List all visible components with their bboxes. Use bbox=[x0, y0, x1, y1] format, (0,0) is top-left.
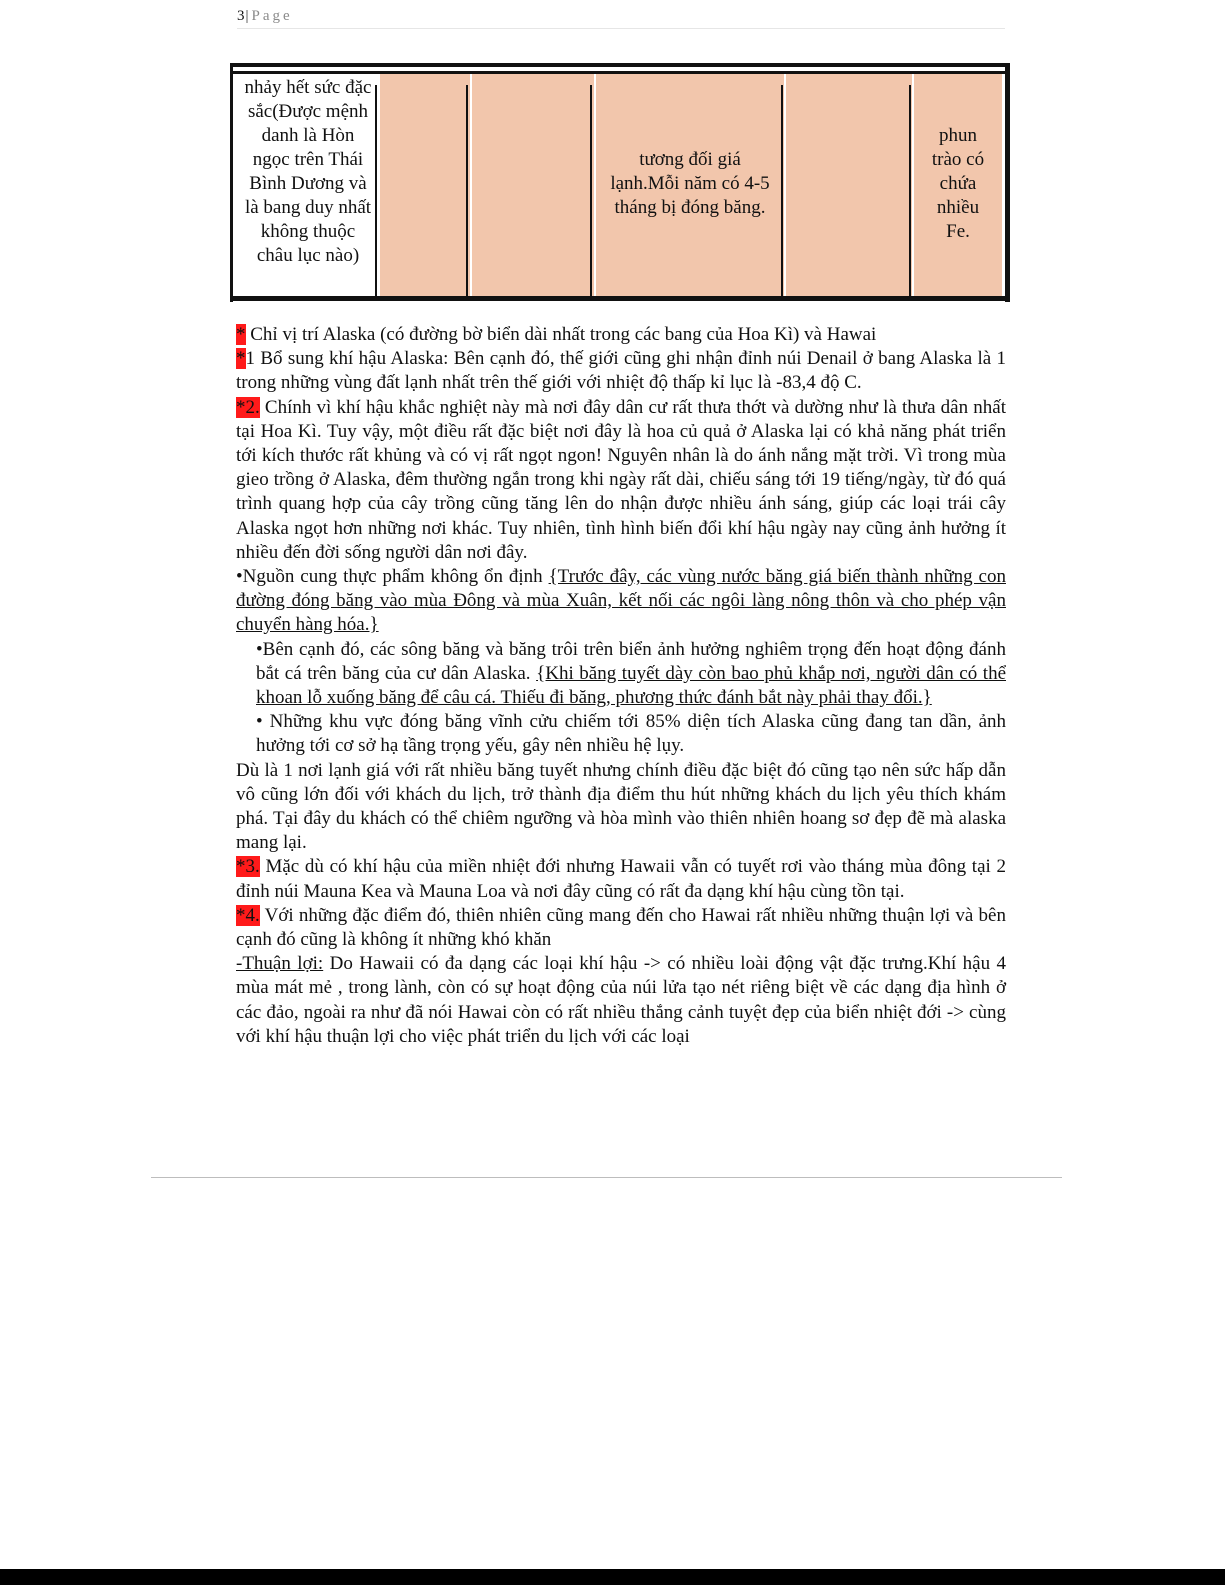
table-border bbox=[230, 71, 1010, 74]
table-border bbox=[230, 296, 1010, 301]
page-separator: | bbox=[245, 8, 249, 24]
underlined-text: {Trước đây, các vùng nước băng giá biến thành những con đường đóng băng vào mùa Đông và mùa Xuân, kết nối các ngôi làng nông thôn và cho phép vận chuyển hàng hóa.} bbox=[236, 566, 1006, 636]
underlined-text: -Thuận lợi: bbox=[236, 953, 324, 975]
page-label: Page bbox=[251, 8, 293, 24]
table-border bbox=[230, 63, 1010, 67]
table-divider bbox=[909, 85, 911, 296]
paragraph-text: Chính vì khí hậu khắc nghiệt này mà nơi đây dân cư rất thưa thớt và dường như là thưa dân nhất tại Hoa Kì. Tuy vậy, một điều rất đặc biệt nơi đây là hoa củ quả ở Alaska lại có khả năng phát triển tới kích thước rất khủng và có vị rất ngọt ngon! Nguyên nhân là do ánh nắng mặt trời. Vì trong mùa gieo trồng ở Alaska, đêm thường ngắn trong khi ngày rất dài, chiếu sáng tới 19 tiếng/ngày, từ đó quá trình quang hợp của cây trồng cũng tăng lên do nhận được nhiều ánh sáng, giúp các loại trái cây Alaska ngọt hơn những nơi khác. Tuy nhiên, tình hình biến đổi khí hậu ngày nay cũng ảnh hưởng ít nhiều đến đời sống người dân nơi đây. bbox=[236, 396, 1006, 563]
paragraph bbox=[236, 638, 1006, 711]
table-cell-climate bbox=[596, 74, 784, 296]
document-body bbox=[236, 323, 1006, 1049]
paragraph-text: Dù là 1 nơi lạnh giá với rất nhiều băng tuyết nhưng chính điều đặc biệt đó cũng tạo nên sức hấp dẫn vô cũng lớn đối với khách du lịch, trở thành địa điểm thu hút những khách du lịch yêu thích khám phá. Tại đây du khách có thể chiêm ngưỡng và hòa mình vào thiên nhiên hoang sơ đẹp đẽ mà alaska mang lại. bbox=[236, 759, 1006, 854]
paragraph bbox=[236, 565, 1006, 638]
table-cell-region bbox=[238, 74, 378, 296]
paragraph bbox=[236, 904, 1006, 952]
underlined-text: {Khi băng tuyết dày còn bao phủ khắp nơi, người dân có thể khoan lỗ xuống băng để câu cá. Thiếu đi băng, phương thức đánh bắt này phải thay đổi.} bbox=[256, 662, 1006, 709]
table-border bbox=[1005, 63, 1010, 302]
page-number: 3 bbox=[237, 8, 245, 24]
table-cell-empty bbox=[472, 74, 594, 296]
paragraph bbox=[236, 855, 1006, 903]
paragraph bbox=[236, 710, 1006, 758]
paragraph bbox=[236, 323, 1006, 347]
paragraph-text: Với những đặc điểm đó, thiên nhiên cũng mang đến cho Hawai rất nhiều những thuận lợi và bên cạnh đó cũng là không ít những khó khăn bbox=[236, 904, 1006, 951]
table-cell-text: phun trào có chứa nhiều Fe. bbox=[931, 125, 985, 242]
table-cell-text: nhảy hết sức đặc sắc(Được mệnh danh là Hòn ngọc trên Thái Bình Dương và là bang duy nhất không thuộc châu lục nào) bbox=[244, 77, 372, 266]
highlight-marker: *4. bbox=[236, 904, 260, 926]
highlight-marker: * bbox=[236, 348, 246, 370]
table-cell-empty bbox=[786, 74, 912, 296]
table-divider bbox=[466, 85, 468, 296]
highlight-marker: *2. bbox=[236, 396, 260, 418]
paragraph-text: 1 Bổ sung khí hậu Alaska: Bên cạnh đó, thế giới cũng ghi nhận đỉnh núi Denail ở bang Alaska là 1 trong những vùng đất lạnh nhất trên thế giới với nhiệt độ thấp kỉ lục là -83,4 độ C. bbox=[236, 348, 1006, 394]
paragraph bbox=[236, 347, 1006, 395]
highlight-marker: *3. bbox=[236, 856, 260, 878]
paragraph-text: •Bên cạnh đó, các sông băng và băng trôi trên biển ảnh hưởng nghiêm trọng đến hoạt động đánh bắt cá trên băng của cư dân Alaska. bbox=[256, 638, 1006, 684]
table-cell-volcano bbox=[914, 74, 1002, 296]
page-header bbox=[237, 8, 1005, 29]
table-border bbox=[230, 63, 233, 302]
paragraph bbox=[236, 952, 1006, 1049]
table-divider bbox=[781, 85, 783, 296]
table-cell-empty bbox=[380, 74, 470, 296]
page-footer-divider bbox=[151, 1177, 1062, 1178]
viewer-bottom-bar bbox=[0, 1569, 1225, 1585]
paragraph bbox=[236, 396, 1006, 565]
table-divider bbox=[375, 85, 377, 296]
paragraph-text: Mặc dù có khí hậu của miền nhiệt đới nhưng Hawaii vẫn có tuyết rơi vào tháng mùa đông tại 2 đỉnh núi Mauna Kea và Mauna Loa và nơi đây cũng có rất đa dạng khí hậu cùng tồn tại. bbox=[236, 856, 1006, 902]
highlight-marker: * bbox=[236, 324, 246, 345]
continuation-table bbox=[230, 63, 1010, 302]
table-cell-text: tương đối giá lạnh.Mỗi năm có 4-5 tháng bị đóng băng. bbox=[610, 149, 770, 218]
paragraph-text: • Những khu vực đóng băng vĩnh cửu chiếm tới 85% diện tích Alaska cũng đang tan dần, ảnh hưởng tới cơ sở hạ tầng trọng yếu, gây nên nhiều hệ lụy. bbox=[256, 711, 1006, 757]
paragraph-text: Chỉ vị trí Alaska (có đường bờ biển dài nhất trong các bang của Hoa Kì) và Hawai bbox=[245, 324, 877, 345]
paragraph-text: Do Hawaii có đa dạng các loại khí hậu -> có nhiều loài động vật đặc trưng.Khí hậu 4 mùa mát mẻ , trong lành, còn có sự hoạt động của núi lửa tạo nét riêng biệt về các dạng địa hình ở các đảo, ngoài ra như đã nói Hawai còn có rất nhiều thắng cảnh tuyệt đẹp của biển nhiệt đới -> cùng với khí hậu thuận lợi cho việc phát triển du lịch với các loại bbox=[236, 953, 1007, 1047]
table-divider bbox=[590, 85, 592, 296]
paragraph-text: •Nguồn cung thực phẩm không ổn định bbox=[236, 566, 549, 588]
paragraph bbox=[236, 759, 1006, 856]
